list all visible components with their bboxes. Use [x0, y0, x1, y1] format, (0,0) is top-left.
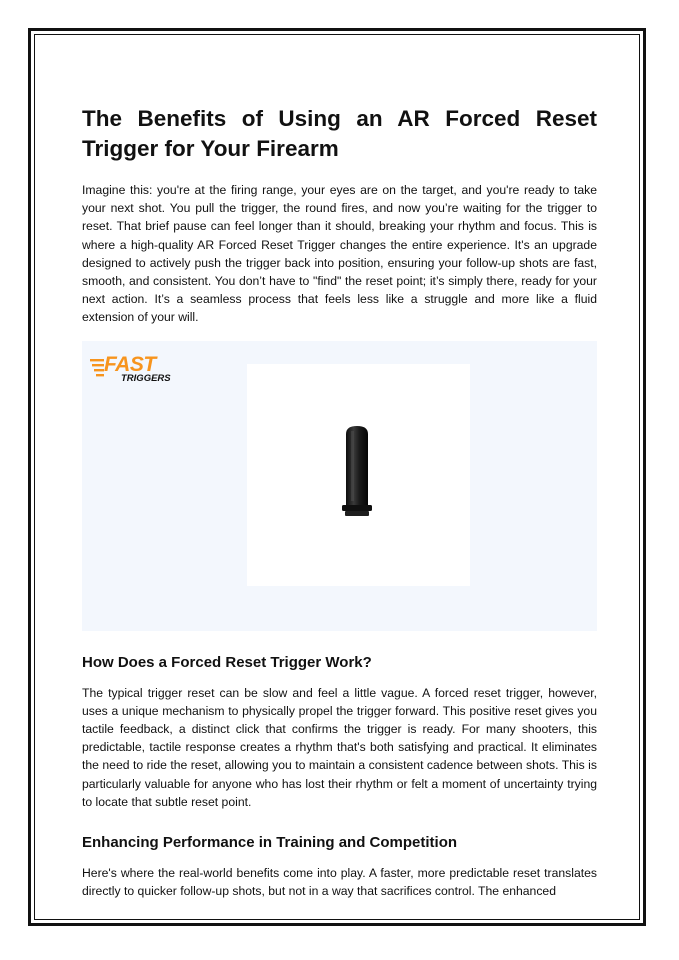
article-content — [82, 104, 597, 900]
product-hero-image — [82, 341, 597, 631]
forced-reset-trigger-part-image — [332, 426, 382, 526]
section-body-performance: Here's where the real-world benefits come into play. A faster, more predictable reset translates directly to quicker follow-up shots, but not in a way that sacrifices control. The enhanced — [82, 866, 597, 899]
product-photo-card — [247, 364, 470, 586]
fast-triggers-logo — [90, 351, 182, 385]
logo-text-triggers: TRIGGERS — [121, 372, 171, 384]
intro-paragraph: Imagine this: you're at the firing range, your eyes are on the target, and you're ready to take your next shot. You pull the trigger, the round fires, and now you’re waiting for the trigger to reset. That brief pause can feel longer than it should, breaking your rhythm and focus. This is where a high-quality AR Forced Reset Trigger changes the entire experience. It's an upgrade designed to actively push the trigger back into position, ensuring your follow-up shots are fast, smooth, and consistent. You don’t have to "find" the reset point; it’s simply there, ready for your next action. It’s a seamless process that feels less like a struggle and more like a fluid extension of your will. — [82, 183, 597, 325]
logo-text-fast: FAST — [104, 352, 156, 376]
section-heading-how-it-works: How Does a Forced Reset Trigger Work? — [82, 653, 372, 671]
section-heading-performance: Enhancing Performance in Training and Competition — [82, 834, 458, 852]
speed-lines-icon — [90, 359, 104, 376]
section-body-how-it-works: The typical trigger reset can be slow and feel a little vague. A forced reset trigger, however, uses a unique mechanism to physically propel the trigger forward. This positive reset gives you tactile feedback, a distinct click that confirms the trigger is ready. For many shooters, this predictable, tactile response creates a rhythm that's both satisfying and practical. It eliminates the need to ride the reset, allowing you to maintain a consistent cadence between shots. This is particularly valuable for anyone who has lost their rhythm or felt a moment of uncertainty trying to locate that subtle reset point. — [82, 685, 597, 809]
article-title: The Benefits of Using an AR Forced Reset Trigger for Your Firearm — [82, 106, 597, 161]
